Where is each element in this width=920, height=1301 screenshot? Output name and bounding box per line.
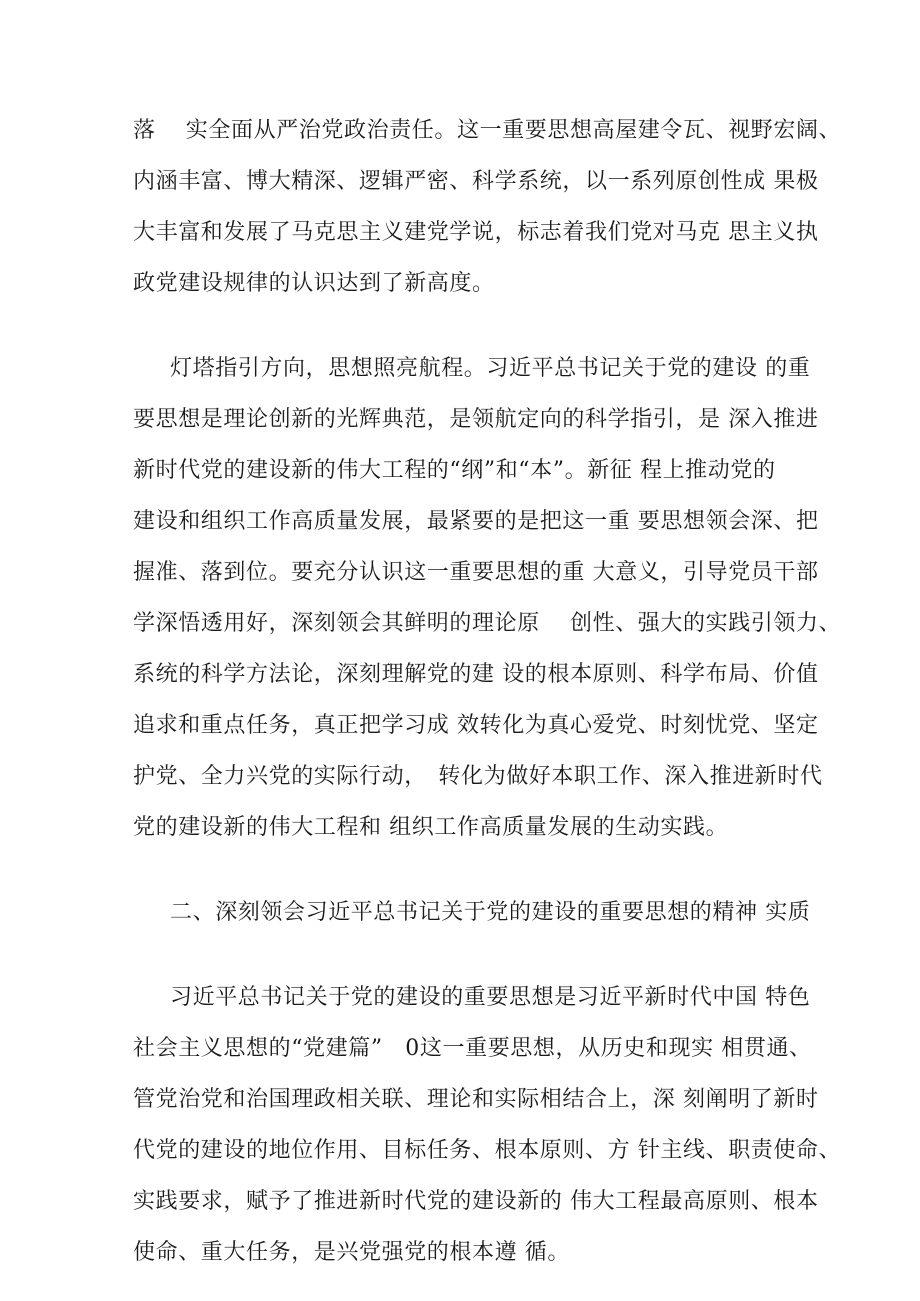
paragraph-2-line-9: 护党、全力兴党的实际行动， 转化为做好本职工作、深入推进新时代 xyxy=(133,764,823,789)
paragraph-2-line-7: 系统的科学方法论，深刻理解党的建 设的根本原则、科学布局、价值 xyxy=(133,662,819,687)
paragraph-2-line-4: 建设和组织工作高质量发展，最紧要的是把这一重 要思想领会深、把 xyxy=(133,509,819,534)
paragraph-2-line-2: 要思想是理论创新的光辉典范，是领航定向的科学指引，是 深入推进 xyxy=(133,407,819,432)
paragraph-1-line-4: 政党建设规律的认识达到了新高度。 xyxy=(133,271,495,296)
paragraph-3-line-3: 管党治党和治国理政相关联、理论和实际相结合上，深 刻阐明了新时 xyxy=(133,1087,819,1112)
paragraph-2-line-6: 学深悟透用好，深刻领会其鲜明的理论原 创性、强大的实践引领力、 xyxy=(133,611,842,636)
paragraph-1-line-2: 内涵丰富、博大精深、逻辑严密、科学系统，以一系列原创性成 果极 xyxy=(133,169,819,194)
paragraph-2-line-8: 追求和重点任务，真正把学习成 效转化为真心爱党、时刻忧党、坚定 xyxy=(133,713,819,738)
paragraph-3-line-4: 代党的建设的地位作用、目标任务、根本原则、方 针主线、职责使命、 xyxy=(133,1138,842,1163)
paragraph-3-line-5: 实践要求，赋予了推进新时代党的建设新的 伟大工程最高原则、根本 xyxy=(133,1189,819,1214)
paragraph-2-line-3: 新时代党的建设新的伟大工程的“纲”和“本”。新征 程上推动党的 xyxy=(133,458,776,483)
paragraph-2-line-5: 握准、落到位。要充分认识这一重要思想的重 大意义，引导党员干部 xyxy=(133,560,819,585)
paragraph-1-line-1: 落 实全面从严治党政治责任。这一重要思想高屋建令瓦、视野宏阔、 xyxy=(133,118,842,143)
paragraph-3-line-6: 使命、重大任务，是兴党强党的根本遵 循。 xyxy=(133,1240,570,1265)
section-heading: 二、深刻领会习近平总书记关于党的建设的重要思想的精神 实质 xyxy=(170,900,811,925)
paragraph-2-line-1: 灯塔指引方向，思想照亮航程。习近平总书记关于党的建设 的重 xyxy=(170,356,811,381)
paragraph-3-line-1: 习近平总书记关于党的建设的重要思想是习近平新时代中国 特色 xyxy=(170,985,811,1010)
paragraph-2-line-10: 党的建设新的伟大工程和 组织工作高质量发展的生动实践。 xyxy=(133,815,729,840)
paragraph-1-line-3: 大丰富和发展了马克思主义建党学说，标志着我们党对马克 思主义执 xyxy=(133,220,819,245)
paragraph-3-line-2: 社会主义思想的“党建篇” 0这一重要思想，从历史和现实 相贯通、 xyxy=(133,1036,812,1061)
